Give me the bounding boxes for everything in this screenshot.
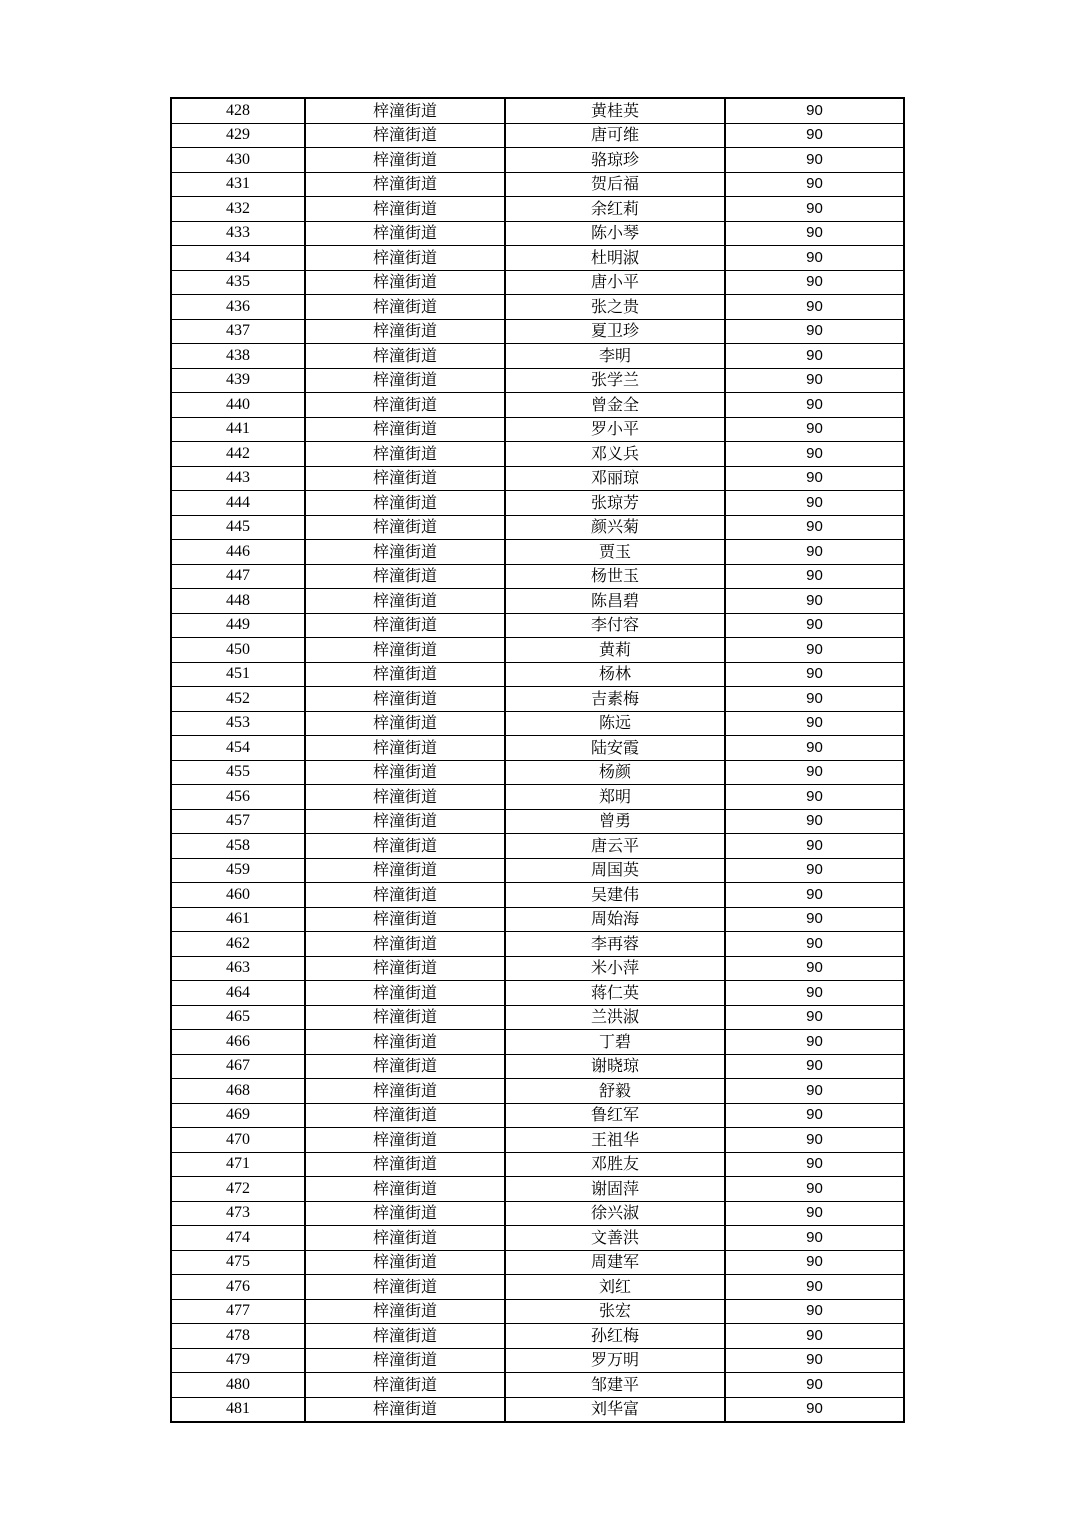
row-name-cell: 夏卫珍 — [505, 319, 725, 344]
row-location-cell: 梓潼街道 — [305, 1054, 505, 1079]
row-number-cell: 480 — [171, 1373, 305, 1398]
row-location-cell: 梓潼街道 — [305, 1177, 505, 1202]
row-location-cell: 梓潼街道 — [305, 785, 505, 810]
row-name-cell: 孙红梅 — [505, 1324, 725, 1349]
row-number-cell: 462 — [171, 932, 305, 957]
row-amount-cell: 90 — [725, 344, 904, 369]
table-row — [171, 981, 904, 1006]
row-location-cell: 梓潼街道 — [305, 98, 505, 123]
table-row — [171, 319, 904, 344]
row-number-cell: 430 — [171, 148, 305, 173]
table-row — [171, 466, 904, 491]
table-row — [171, 1201, 904, 1226]
row-number-cell: 439 — [171, 368, 305, 393]
table-row — [171, 417, 904, 442]
table-row — [171, 1152, 904, 1177]
row-location-cell: 梓潼街道 — [305, 319, 505, 344]
row-name-cell: 陈小琴 — [505, 221, 725, 246]
row-name-cell: 罗万明 — [505, 1348, 725, 1373]
row-location-cell: 梓潼街道 — [305, 883, 505, 908]
row-amount-cell: 90 — [725, 172, 904, 197]
row-name-cell: 周始海 — [505, 907, 725, 932]
row-name-cell: 蒋仁英 — [505, 981, 725, 1006]
table-row — [171, 907, 904, 932]
row-location-cell: 梓潼街道 — [305, 221, 505, 246]
row-number-cell: 481 — [171, 1397, 305, 1422]
table-row — [171, 295, 904, 320]
row-name-cell: 舒毅 — [505, 1079, 725, 1104]
row-number-cell: 450 — [171, 638, 305, 663]
row-location-cell: 梓潼街道 — [305, 1373, 505, 1398]
row-location-cell: 梓潼街道 — [305, 858, 505, 883]
row-number-cell: 455 — [171, 760, 305, 785]
row-amount-cell: 90 — [725, 515, 904, 540]
row-location-cell: 梓潼街道 — [305, 1226, 505, 1251]
row-number-cell: 431 — [171, 172, 305, 197]
row-amount-cell: 90 — [725, 295, 904, 320]
row-name-cell: 邹建平 — [505, 1373, 725, 1398]
table-row — [171, 1373, 904, 1398]
row-amount-cell: 90 — [725, 123, 904, 148]
row-amount-cell: 90 — [725, 1005, 904, 1030]
row-number-cell: 429 — [171, 123, 305, 148]
row-amount-cell: 90 — [725, 858, 904, 883]
table-row — [171, 883, 904, 908]
row-location-cell: 梓潼街道 — [305, 515, 505, 540]
row-name-cell: 陆安霞 — [505, 736, 725, 761]
row-amount-cell: 90 — [725, 564, 904, 589]
row-number-cell: 469 — [171, 1103, 305, 1128]
row-amount-cell: 90 — [725, 393, 904, 418]
table-row — [171, 344, 904, 369]
row-amount-cell: 90 — [725, 540, 904, 565]
row-number-cell: 449 — [171, 613, 305, 638]
row-number-cell: 459 — [171, 858, 305, 883]
row-number-cell: 442 — [171, 442, 305, 467]
table-row — [171, 638, 904, 663]
row-location-cell: 梓潼街道 — [305, 442, 505, 467]
row-name-cell: 黄桂英 — [505, 98, 725, 123]
row-number-cell: 436 — [171, 295, 305, 320]
row-amount-cell: 90 — [725, 883, 904, 908]
row-location-cell: 梓潼街道 — [305, 662, 505, 687]
row-name-cell: 陈远 — [505, 711, 725, 736]
table-row — [171, 123, 904, 148]
row-amount-cell: 90 — [725, 1054, 904, 1079]
row-amount-cell: 90 — [725, 687, 904, 712]
row-amount-cell: 90 — [725, 491, 904, 516]
row-amount-cell: 90 — [725, 1030, 904, 1055]
row-number-cell: 463 — [171, 956, 305, 981]
row-number-cell: 440 — [171, 393, 305, 418]
row-amount-cell: 90 — [725, 442, 904, 467]
row-amount-cell: 90 — [725, 1079, 904, 1104]
row-name-cell: 谢固萍 — [505, 1177, 725, 1202]
row-amount-cell: 90 — [725, 809, 904, 834]
table-row — [171, 515, 904, 540]
table-row — [171, 932, 904, 957]
row-location-cell: 梓潼街道 — [305, 589, 505, 614]
row-amount-cell: 90 — [725, 662, 904, 687]
row-location-cell: 梓潼街道 — [305, 344, 505, 369]
table-row — [171, 1324, 904, 1349]
row-location-cell: 梓潼街道 — [305, 197, 505, 222]
table-row — [171, 1054, 904, 1079]
row-number-cell: 477 — [171, 1299, 305, 1324]
table-row — [171, 246, 904, 271]
row-location-cell: 梓潼街道 — [305, 540, 505, 565]
table-row — [171, 221, 904, 246]
row-name-cell: 张之贵 — [505, 295, 725, 320]
row-number-cell: 444 — [171, 491, 305, 516]
row-name-cell: 贺后福 — [505, 172, 725, 197]
row-name-cell: 颜兴菊 — [505, 515, 725, 540]
table-row — [171, 1397, 904, 1422]
table-row — [171, 1226, 904, 1251]
row-location-cell: 梓潼街道 — [305, 368, 505, 393]
row-location-cell: 梓潼街道 — [305, 687, 505, 712]
table-row — [171, 491, 904, 516]
table-row — [171, 393, 904, 418]
row-location-cell: 梓潼街道 — [305, 1103, 505, 1128]
row-name-cell: 吉素梅 — [505, 687, 725, 712]
row-location-cell: 梓潼街道 — [305, 564, 505, 589]
row-name-cell: 郑明 — [505, 785, 725, 810]
row-location-cell: 梓潼街道 — [305, 123, 505, 148]
row-number-cell: 441 — [171, 417, 305, 442]
row-name-cell: 黄莉 — [505, 638, 725, 663]
row-number-cell: 461 — [171, 907, 305, 932]
table-row — [171, 1177, 904, 1202]
table-row — [171, 589, 904, 614]
row-number-cell: 453 — [171, 711, 305, 736]
row-location-cell: 梓潼街道 — [305, 1348, 505, 1373]
row-location-cell: 梓潼街道 — [305, 417, 505, 442]
row-number-cell: 458 — [171, 834, 305, 859]
row-location-cell: 梓潼街道 — [305, 1324, 505, 1349]
row-number-cell: 428 — [171, 98, 305, 123]
row-amount-cell: 90 — [725, 1397, 904, 1422]
table-row — [171, 1079, 904, 1104]
row-name-cell: 余红莉 — [505, 197, 725, 222]
row-number-cell: 454 — [171, 736, 305, 761]
row-location-cell: 梓潼街道 — [305, 760, 505, 785]
table-row — [171, 1128, 904, 1153]
row-amount-cell: 90 — [725, 711, 904, 736]
row-number-cell: 478 — [171, 1324, 305, 1349]
table-row — [171, 687, 904, 712]
table-row — [171, 172, 904, 197]
row-amount-cell: 90 — [725, 785, 904, 810]
row-name-cell: 吴建伟 — [505, 883, 725, 908]
row-location-cell: 梓潼街道 — [305, 711, 505, 736]
row-amount-cell: 90 — [725, 319, 904, 344]
row-amount-cell: 90 — [725, 1324, 904, 1349]
row-number-cell: 460 — [171, 883, 305, 908]
row-name-cell: 刘红 — [505, 1275, 725, 1300]
row-number-cell: 452 — [171, 687, 305, 712]
row-amount-cell: 90 — [725, 1128, 904, 1153]
row-number-cell: 457 — [171, 809, 305, 834]
row-number-cell: 433 — [171, 221, 305, 246]
row-name-cell: 杨林 — [505, 662, 725, 687]
row-location-cell: 梓潼街道 — [305, 1299, 505, 1324]
row-number-cell: 446 — [171, 540, 305, 565]
row-amount-cell: 90 — [725, 1250, 904, 1275]
row-number-cell: 473 — [171, 1201, 305, 1226]
table-row — [171, 540, 904, 565]
table-row — [171, 98, 904, 123]
row-name-cell: 张学兰 — [505, 368, 725, 393]
row-amount-cell: 90 — [725, 270, 904, 295]
roster-table-body — [171, 98, 904, 1422]
row-number-cell: 466 — [171, 1030, 305, 1055]
row-name-cell: 鲁红军 — [505, 1103, 725, 1128]
row-location-cell: 梓潼街道 — [305, 809, 505, 834]
row-number-cell: 435 — [171, 270, 305, 295]
row-amount-cell: 90 — [725, 760, 904, 785]
row-name-cell: 李明 — [505, 344, 725, 369]
row-location-cell: 梓潼街道 — [305, 1397, 505, 1422]
row-name-cell: 徐兴淑 — [505, 1201, 725, 1226]
row-name-cell: 周建军 — [505, 1250, 725, 1275]
row-name-cell: 唐小平 — [505, 270, 725, 295]
table-row — [171, 736, 904, 761]
row-number-cell: 467 — [171, 1054, 305, 1079]
row-amount-cell: 90 — [725, 736, 904, 761]
row-number-cell: 464 — [171, 981, 305, 1006]
row-number-cell: 479 — [171, 1348, 305, 1373]
row-amount-cell: 90 — [725, 1275, 904, 1300]
row-number-cell: 434 — [171, 246, 305, 271]
row-location-cell: 梓潼街道 — [305, 295, 505, 320]
row-name-cell: 罗小平 — [505, 417, 725, 442]
row-location-cell: 梓潼街道 — [305, 1030, 505, 1055]
row-location-cell: 梓潼街道 — [305, 466, 505, 491]
row-amount-cell: 90 — [725, 589, 904, 614]
row-amount-cell: 90 — [725, 368, 904, 393]
row-number-cell: 474 — [171, 1226, 305, 1251]
table-row — [171, 442, 904, 467]
row-location-cell: 梓潼街道 — [305, 1250, 505, 1275]
row-name-cell: 曾金全 — [505, 393, 725, 418]
row-location-cell: 梓潼街道 — [305, 834, 505, 859]
row-amount-cell: 90 — [725, 1152, 904, 1177]
row-amount-cell: 90 — [725, 1226, 904, 1251]
table-row — [171, 368, 904, 393]
row-name-cell: 杨颜 — [505, 760, 725, 785]
table-row — [171, 711, 904, 736]
row-location-cell: 梓潼街道 — [305, 393, 505, 418]
row-amount-cell: 90 — [725, 956, 904, 981]
table-row — [171, 148, 904, 173]
row-location-cell: 梓潼街道 — [305, 613, 505, 638]
table-row — [171, 809, 904, 834]
row-amount-cell: 90 — [725, 907, 904, 932]
row-amount-cell: 90 — [725, 932, 904, 957]
row-amount-cell: 90 — [725, 1348, 904, 1373]
row-location-cell: 梓潼街道 — [305, 1128, 505, 1153]
table-row — [171, 1030, 904, 1055]
table-row — [171, 197, 904, 222]
row-amount-cell: 90 — [725, 1299, 904, 1324]
row-amount-cell: 90 — [725, 613, 904, 638]
table-row — [171, 662, 904, 687]
row-name-cell: 丁碧 — [505, 1030, 725, 1055]
row-name-cell: 李再蓉 — [505, 932, 725, 957]
row-location-cell: 梓潼街道 — [305, 736, 505, 761]
row-number-cell: 475 — [171, 1250, 305, 1275]
row-location-cell: 梓潼街道 — [305, 1079, 505, 1104]
row-number-cell: 471 — [171, 1152, 305, 1177]
row-number-cell: 476 — [171, 1275, 305, 1300]
row-location-cell: 梓潼街道 — [305, 1201, 505, 1226]
row-number-cell: 443 — [171, 466, 305, 491]
row-number-cell: 448 — [171, 589, 305, 614]
table-row — [171, 1005, 904, 1030]
row-number-cell: 447 — [171, 564, 305, 589]
row-number-cell: 451 — [171, 662, 305, 687]
row-number-cell: 445 — [171, 515, 305, 540]
row-location-cell: 梓潼街道 — [305, 172, 505, 197]
row-amount-cell: 90 — [725, 1103, 904, 1128]
table-row — [171, 1348, 904, 1373]
row-number-cell: 465 — [171, 1005, 305, 1030]
row-amount-cell: 90 — [725, 417, 904, 442]
row-location-cell: 梓潼街道 — [305, 1152, 505, 1177]
table-row — [171, 956, 904, 981]
table-row — [171, 1103, 904, 1128]
table-row — [171, 613, 904, 638]
row-location-cell: 梓潼街道 — [305, 638, 505, 663]
row-name-cell: 曾勇 — [505, 809, 725, 834]
row-location-cell: 梓潼街道 — [305, 491, 505, 516]
table-row — [171, 1299, 904, 1324]
row-amount-cell: 90 — [725, 638, 904, 663]
row-number-cell: 437 — [171, 319, 305, 344]
row-name-cell: 唐可维 — [505, 123, 725, 148]
row-name-cell: 张宏 — [505, 1299, 725, 1324]
row-location-cell: 梓潼街道 — [305, 148, 505, 173]
row-amount-cell: 90 — [725, 1373, 904, 1398]
row-name-cell: 周国英 — [505, 858, 725, 883]
row-name-cell: 邓丽琼 — [505, 466, 725, 491]
table-row — [171, 270, 904, 295]
row-location-cell: 梓潼街道 — [305, 1275, 505, 1300]
row-name-cell: 文善洪 — [505, 1226, 725, 1251]
table-row — [171, 1275, 904, 1300]
row-name-cell: 米小萍 — [505, 956, 725, 981]
row-name-cell: 王祖华 — [505, 1128, 725, 1153]
row-name-cell: 骆琼珍 — [505, 148, 725, 173]
row-name-cell: 刘华富 — [505, 1397, 725, 1422]
row-name-cell: 李付容 — [505, 613, 725, 638]
row-number-cell: 472 — [171, 1177, 305, 1202]
row-location-cell: 梓潼街道 — [305, 956, 505, 981]
row-name-cell: 张琼芳 — [505, 491, 725, 516]
roster-table — [170, 97, 905, 1423]
row-amount-cell: 90 — [725, 1201, 904, 1226]
row-number-cell: 468 — [171, 1079, 305, 1104]
table-row — [171, 1250, 904, 1275]
table-row — [171, 564, 904, 589]
row-name-cell: 邓义兵 — [505, 442, 725, 467]
row-name-cell: 唐云平 — [505, 834, 725, 859]
row-amount-cell: 90 — [725, 246, 904, 271]
table-row — [171, 760, 904, 785]
row-amount-cell: 90 — [725, 981, 904, 1006]
row-name-cell: 邓胜友 — [505, 1152, 725, 1177]
row-name-cell: 兰洪淑 — [505, 1005, 725, 1030]
row-location-cell: 梓潼街道 — [305, 932, 505, 957]
row-number-cell: 438 — [171, 344, 305, 369]
row-location-cell: 梓潼街道 — [305, 270, 505, 295]
row-location-cell: 梓潼街道 — [305, 981, 505, 1006]
row-amount-cell: 90 — [725, 148, 904, 173]
row-number-cell: 456 — [171, 785, 305, 810]
row-amount-cell: 90 — [725, 98, 904, 123]
row-amount-cell: 90 — [725, 1177, 904, 1202]
row-location-cell: 梓潼街道 — [305, 907, 505, 932]
row-name-cell: 杨世玉 — [505, 564, 725, 589]
row-name-cell: 陈昌碧 — [505, 589, 725, 614]
row-name-cell: 杜明淑 — [505, 246, 725, 271]
table-row — [171, 785, 904, 810]
row-location-cell: 梓潼街道 — [305, 246, 505, 271]
row-number-cell: 470 — [171, 1128, 305, 1153]
table-row — [171, 834, 904, 859]
row-number-cell: 432 — [171, 197, 305, 222]
table-row — [171, 858, 904, 883]
row-amount-cell: 90 — [725, 466, 904, 491]
row-name-cell: 谢晓琼 — [505, 1054, 725, 1079]
row-name-cell: 贾玉 — [505, 540, 725, 565]
row-amount-cell: 90 — [725, 221, 904, 246]
row-location-cell: 梓潼街道 — [305, 1005, 505, 1030]
row-amount-cell: 90 — [725, 834, 904, 859]
row-amount-cell: 90 — [725, 197, 904, 222]
